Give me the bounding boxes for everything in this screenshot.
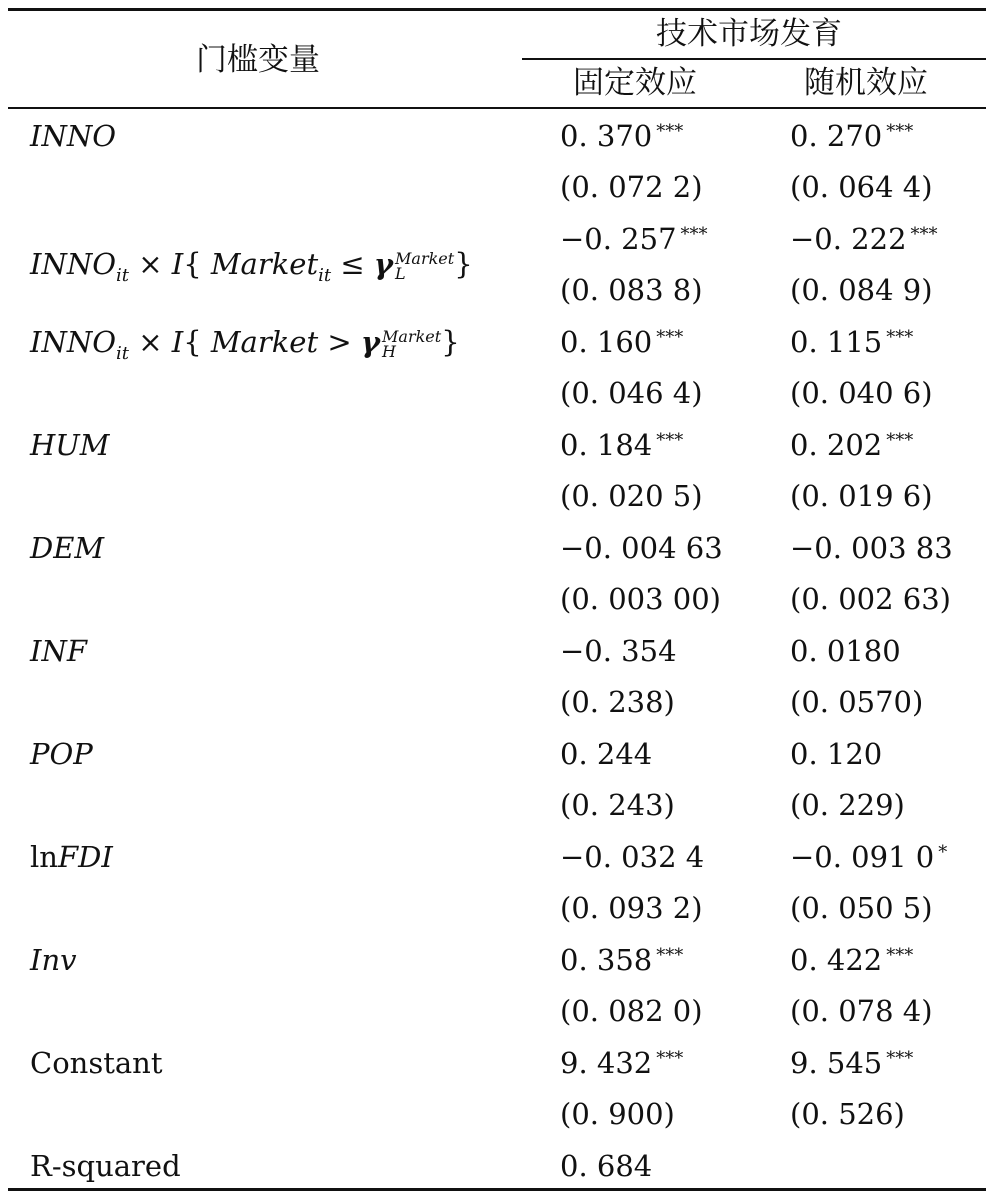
random-value (790, 837, 947, 877)
fixed-coefficient: −0. 354 (560, 634, 677, 668)
fixed-value (560, 991, 707, 1031)
fixed-value (560, 785, 679, 825)
fixed-coefficient: 0. 244 (560, 737, 653, 771)
random-value (790, 116, 913, 156)
random-effect-header: 随机效应 (804, 65, 928, 101)
random-value (790, 940, 913, 980)
fixed-coefficient: 0. 358 (560, 943, 653, 977)
formula-subscript: it (115, 342, 129, 364)
fixed-coefficient: −0. 032 4 (560, 840, 705, 874)
group-rule (522, 58, 986, 60)
fixed-value (560, 837, 708, 877)
row-label: INNO (30, 119, 116, 153)
random-coefficient: (0. 040 6) (790, 376, 933, 410)
random-value (790, 682, 927, 722)
significance-stars: *** (656, 430, 684, 451)
formula-times-indicator: × I (138, 247, 184, 281)
significance-stars: *** (656, 945, 684, 966)
random-value (790, 579, 955, 619)
formula-supsub (395, 251, 454, 281)
formula-supsub (382, 329, 441, 359)
fixed-value (560, 1043, 683, 1083)
formula-brace-open: { (183, 325, 202, 359)
fixed-coefficient: 0. 160 (560, 325, 653, 359)
fixed-value (560, 167, 707, 207)
random-coefficient: 0. 115 (790, 325, 883, 359)
row-label: HUM (30, 428, 110, 462)
random-value (790, 219, 938, 259)
fixed-value (560, 528, 727, 568)
fixed-coefficient: −0. 257 (560, 222, 677, 256)
fixed-value (560, 270, 707, 310)
significance-stars: * (938, 842, 948, 863)
formula-ln: ln (30, 840, 58, 874)
fixed-value (560, 579, 725, 619)
row-label: Inv (30, 943, 77, 977)
row-label: DEM (30, 531, 105, 565)
formula-gt: > (327, 325, 352, 359)
random-coefficient: 0. 202 (790, 428, 883, 462)
fixed-value (560, 631, 681, 671)
random-coefficient: −0. 222 (790, 222, 907, 256)
random-value (790, 270, 937, 310)
fixed-coefficient: 9. 432 (560, 1046, 653, 1080)
fixed-coefficient: (0. 082 0) (560, 994, 703, 1028)
row-label-lnfdi (30, 837, 113, 877)
fixed-coefficient: (0. 003 00) (560, 582, 721, 616)
fixed-coefficient: (0. 083 8) (560, 273, 703, 307)
random-coefficient: (0. 526) (790, 1097, 905, 1131)
fixed-value (560, 322, 683, 362)
formula-gamma: γ (360, 325, 381, 359)
random-value (790, 1146, 794, 1186)
formula-gamma: γ (373, 247, 394, 281)
random-value (790, 167, 937, 207)
fixed-value (560, 425, 683, 465)
formula-inno: INNO (30, 325, 116, 359)
fixed-coefficient: (0. 238) (560, 685, 675, 719)
random-value (790, 785, 909, 825)
random-coefficient: 0. 0180 (790, 634, 901, 668)
fixed-value (560, 476, 707, 516)
significance-stars: *** (656, 121, 684, 142)
random-coefficient: (0. 229) (790, 788, 905, 822)
threshold-variable-header: 门槛变量 (196, 42, 320, 78)
significance-stars: *** (886, 327, 914, 348)
fixed-value (560, 219, 708, 259)
formula-brace-close: } (454, 247, 473, 281)
random-coefficient: −0. 091 0 (790, 840, 935, 874)
fixed-value (560, 734, 656, 774)
row-label: R-squared (30, 1149, 181, 1183)
formula-sup: Market (395, 249, 455, 268)
formula-fdi: FDI (57, 840, 113, 874)
fixed-coefficient: (0. 020 5) (560, 479, 703, 513)
row-label-formula-high (30, 322, 460, 374)
significance-stars: *** (680, 224, 708, 245)
fixed-value (560, 373, 707, 413)
fixed-coefficient: 0. 184 (560, 428, 653, 462)
formula-inno: INNO (30, 247, 116, 281)
fixed-value (560, 1094, 679, 1134)
random-value (790, 991, 937, 1031)
fixed-effect-header: 固定效应 (573, 65, 697, 101)
fixed-coefficient: −0. 004 63 (560, 531, 723, 565)
fixed-value (560, 888, 707, 928)
formula-market: Market (210, 247, 319, 281)
significance-stars: *** (910, 224, 938, 245)
random-coefficient: 9. 545 (790, 1046, 883, 1080)
formula-sup: Market (382, 327, 442, 346)
random-value (790, 1094, 909, 1134)
formula-brace-open: { (183, 247, 202, 281)
fixed-coefficient: (0. 072 2) (560, 170, 703, 204)
formula-subscript: it (115, 264, 129, 286)
random-value (790, 322, 913, 362)
significance-stars: *** (886, 121, 914, 142)
random-value (790, 476, 937, 516)
group-header: 技术市场发育 (656, 16, 842, 52)
random-coefficient: (0. 002 63) (790, 582, 951, 616)
row-label-formula-low (30, 244, 473, 296)
random-coefficient: (0. 0570) (790, 685, 924, 719)
random-coefficient: (0. 078 4) (790, 994, 933, 1028)
random-coefficient: (0. 019 6) (790, 479, 933, 513)
bottom-rule (8, 1188, 986, 1191)
random-value (790, 425, 913, 465)
random-coefficient: (0. 050 5) (790, 891, 933, 925)
fixed-value (560, 940, 683, 980)
random-coefficient: −0. 003 83 (790, 531, 953, 565)
fixed-coefficient: (0. 093 2) (560, 891, 703, 925)
random-value (790, 631, 905, 671)
random-coefficient: (0. 064 4) (790, 170, 933, 204)
fixed-coefficient: (0. 900) (560, 1097, 675, 1131)
significance-stars: *** (886, 945, 914, 966)
formula-sub: L (395, 264, 406, 283)
random-value (790, 528, 957, 568)
significance-stars: *** (656, 327, 684, 348)
random-value (790, 888, 937, 928)
row-label: POP (30, 737, 93, 771)
random-coefficient: 0. 120 (790, 737, 883, 771)
random-coefficient: (0. 084 9) (790, 273, 933, 307)
random-value (790, 373, 937, 413)
significance-stars: *** (886, 430, 914, 451)
significance-stars: *** (886, 1048, 914, 1069)
random-value (790, 734, 886, 774)
random-coefficient: 0. 422 (790, 943, 883, 977)
fixed-value (560, 1146, 656, 1186)
top-rule (8, 8, 986, 11)
fixed-coefficient: (0. 046 4) (560, 376, 703, 410)
fixed-coefficient: (0. 243) (560, 788, 675, 822)
row-label: Constant (30, 1046, 163, 1080)
formula-subscript: it (318, 264, 332, 286)
formula-leq: ≤ (340, 247, 365, 281)
fixed-value (560, 116, 683, 156)
formula-sub: H (382, 342, 396, 361)
formula-times-indicator: × I (138, 325, 184, 359)
random-value (790, 1043, 913, 1083)
formula-brace-close: } (441, 325, 460, 359)
row-label: INF (30, 634, 87, 668)
fixed-value (560, 682, 679, 722)
random-coefficient: 0. 270 (790, 119, 883, 153)
fixed-coefficient: 0. 370 (560, 119, 653, 153)
significance-stars: *** (656, 1048, 684, 1069)
header-rule (8, 107, 986, 109)
fixed-coefficient: 0. 684 (560, 1149, 653, 1183)
formula-market: Market (210, 325, 319, 359)
